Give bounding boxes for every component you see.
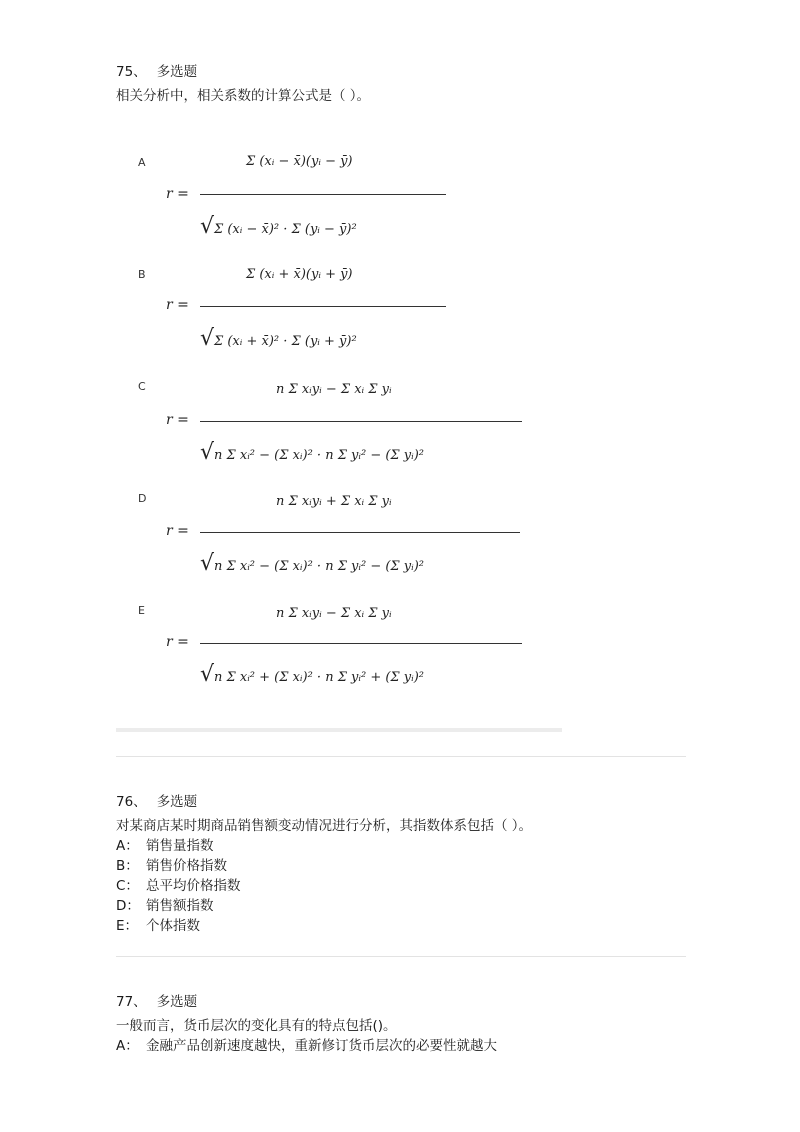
option-a-letter: A [138,156,146,169]
option-key: E： [116,918,139,934]
option-e-denominator [200,662,424,687]
option-b-letter: B [138,268,146,281]
r-symbol: r = [166,412,189,428]
option-b-denominator [200,326,357,351]
option-a-denominator [200,214,357,239]
option-text: 金融产品创新速度越快，重新修订货币层次的必要性就越大 [146,1038,497,1054]
r-symbol: r = [166,297,189,313]
fraction-bar [200,306,446,307]
option-a [116,1036,497,1056]
fraction-bar [200,421,522,422]
question-77-header [116,992,197,1012]
option-text: 销售量指数 [146,838,214,854]
question-type: 多选题 [156,64,198,80]
r-symbol: r = [166,523,189,539]
option-d-numerator: n Σ xᵢyᵢ + Σ xᵢ Σ yᵢ [276,494,392,509]
option-text: 个体指数 [146,918,200,934]
option-d-letter: D [138,492,147,505]
option-e [116,916,200,936]
option-key: A： [116,1038,139,1054]
formula-image [116,130,566,735]
option-key: A： [116,838,139,854]
option-b-numerator: Σ (xᵢ + x̄)(yᵢ + ȳ) [246,267,353,282]
option-key: D： [116,898,140,914]
question-separator [116,756,686,757]
option-b-denominator-text: Σ (xᵢ + x̄)² · Σ (yᵢ + ȳ)² [214,334,357,349]
option-b [116,856,227,876]
fraction-bar [200,194,446,195]
radical-icon: √ [200,551,215,576]
option-text: 销售额指数 [146,898,214,914]
question-type: 多选题 [156,994,198,1010]
option-text: 总平均价格指数 [146,878,241,894]
option-e-denominator-text: n Σ xᵢ² + (Σ xᵢ)² · n Σ yᵢ² + (Σ yᵢ)² [214,670,424,685]
option-e-numerator: n Σ xᵢyᵢ − Σ xᵢ Σ yᵢ [276,606,392,621]
question-75-stem: 相关分析中，相关系数的计算公式是（ ）。 [116,88,371,104]
option-key: C： [116,878,139,894]
option-text: 销售价格指数 [146,858,227,874]
radical-icon: √ [200,214,215,239]
question-separator [116,956,686,957]
question-77-stem: 一般而言，货币层次的变化具有的特点包括()。 [116,1018,397,1034]
option-a-denominator-text: Σ (xᵢ − x̄)² · Σ (yᵢ − ȳ)² [214,222,357,237]
question-76-header [116,792,197,812]
radical-icon: √ [200,440,215,465]
question-number: 76、 [116,794,147,810]
fraction-bar [200,643,522,644]
option-d-denominator [200,551,424,576]
question-number: 75、 [116,64,147,80]
option-c-letter: C [138,380,146,393]
option-e-letter: E [138,604,145,617]
option-c-denominator-text: n Σ xᵢ² − (Σ xᵢ)² · n Σ yᵢ² − (Σ yᵢ)² [214,448,424,463]
option-key: B： [116,858,139,874]
r-symbol: r = [166,186,189,202]
fraction-bar [200,532,520,533]
radical-icon: √ [200,326,215,351]
option-a [116,836,214,856]
question-75-header [116,62,197,82]
option-c-denominator [200,440,424,465]
option-a-numerator: Σ (xᵢ − x̄)(yᵢ − ȳ) [246,154,353,169]
option-d [116,896,214,916]
question-type: 多选题 [156,794,198,810]
image-bottom-edge [116,728,562,732]
radical-icon: √ [200,662,215,687]
option-c-numerator: n Σ xᵢyᵢ − Σ xᵢ Σ yᵢ [276,382,392,397]
question-76-stem: 对某商店某时期商品销售额变动情况进行分析，其指数体系包括（ ）。 [116,818,533,834]
question-number: 77、 [116,994,147,1010]
option-c [116,876,241,896]
option-d-denominator-text: n Σ xᵢ² − (Σ xᵢ)² · n Σ yᵢ² − (Σ yᵢ)² [214,559,424,574]
r-symbol: r = [166,634,189,650]
